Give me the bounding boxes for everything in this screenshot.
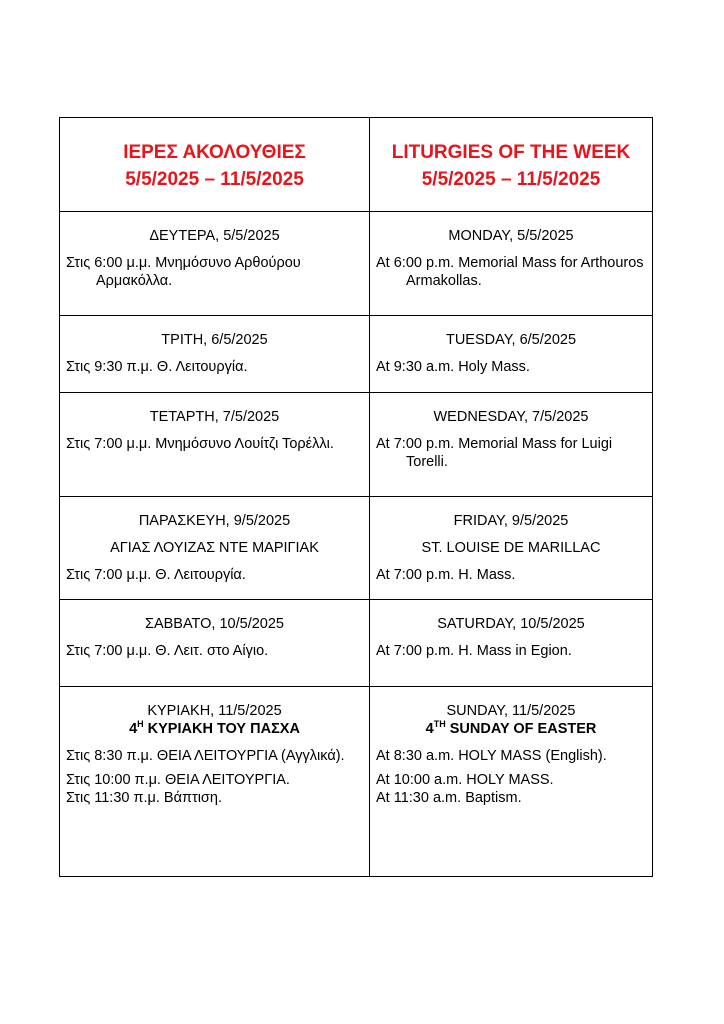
- english-day-heading: MONDAY, 5/5/2025: [448, 228, 574, 244]
- english-feast-number: 4: [425, 721, 434, 737]
- greek-feast-number: 4: [129, 721, 138, 737]
- greek-service-entry: Στις 6:00 μ.μ. Μνημόσυνο Αρθούρου Αρμακόλλα.: [66, 255, 301, 289]
- english-service-entry: At 6:00 p.m. Memorial Mass for Arthouros Armakollas.: [376, 255, 644, 289]
- english-service-entry: At 9:30 a.m. Holy Mass.: [376, 359, 530, 375]
- english-date-range: 5/5/2025 – 11/5/2025: [421, 168, 601, 190]
- english-day-heading: SATURDAY, 10/5/2025: [437, 616, 585, 632]
- english-day-heading: FRIDAY, 9/5/2025: [453, 513, 569, 529]
- english-service-entry: At 7:00 p.m. Memorial Mass for Luigi Torelli.: [376, 436, 613, 470]
- english-service-entry: At 11:30 a.m. Baptism.: [376, 790, 522, 806]
- greek-day-heading: ΠΑΡΑΣΚΕΥΗ, 9/5/2025: [138, 513, 291, 529]
- day-row-saturday: [60, 600, 653, 687]
- greek-service-entry: Στις 8:30 π.μ. ΘΕΙΑ ΛΕΙΤΟΥΡΓΙΑ (Αγγλικά).: [66, 748, 345, 764]
- day-row-friday: [60, 497, 653, 600]
- greek-day-heading: ΤΡΙΤΗ, 6/5/2025: [161, 332, 268, 348]
- greek-day-cell: [60, 316, 370, 393]
- day-row-monday: [60, 212, 653, 316]
- greek-day-cell: [60, 212, 370, 316]
- english-day-cell: [370, 393, 653, 497]
- greek-day-cell: [60, 600, 370, 687]
- greek-date-range: 5/5/2025 – 11/5/2025: [125, 168, 304, 190]
- greek-header-cell: [60, 118, 370, 212]
- english-day-cell: [370, 212, 653, 316]
- greek-day-heading: ΤΕΤΑΡΤΗ, 7/5/2025: [149, 409, 280, 425]
- greek-title: ΙΕΡΕΣ ΑΚΟΛΟΥΘΙΕΣ: [123, 141, 306, 163]
- english-day-cell: [370, 316, 653, 393]
- greek-service-entry: Στις 10:00 π.μ. ΘΕΙΑ ΛΕΙΤΟΥΡΓΙΑ.: [66, 772, 290, 788]
- greek-day-heading: ΣΑΒΒΑΤΟ, 10/5/2025: [144, 616, 284, 632]
- greek-feast-ordinal: Η: [137, 719, 144, 730]
- english-feast-text: SUNDAY OF EASTER: [445, 721, 597, 737]
- english-header-cell: [370, 118, 653, 212]
- english-feast-subtitle: ST. LOUISE DE MARILLAC: [421, 540, 601, 556]
- greek-service-entry: Στις 7:00 μ.μ. Θ. Λειτουργία.: [66, 567, 246, 583]
- day-row-wednesday: [60, 393, 653, 497]
- english-day-heading: WEDNESDAY, 7/5/2025: [433, 409, 589, 425]
- greek-feast-text: ΚΥΡΙΑΚΗ ΤΟΥ ΠΑΣΧΑ: [143, 721, 300, 737]
- english-service-entry: At 8:30 a.m. HOLY MASS (English).: [376, 748, 607, 764]
- greek-day-cell: [60, 497, 370, 600]
- english-day-cell: [370, 600, 653, 687]
- english-service-entry: At 7:00 p.m. H. Mass in Egion.: [376, 643, 572, 659]
- english-day-cell: [370, 687, 653, 877]
- day-row-sunday: [60, 687, 653, 877]
- english-day-cell: [370, 497, 653, 600]
- header-row: [60, 118, 653, 212]
- english-feast-heading: [376, 720, 646, 738]
- english-day-heading: TUESDAY, 6/5/2025: [445, 332, 577, 348]
- day-row-tuesday: [60, 316, 653, 393]
- english-title: LITURGIES OF THE WEEK: [391, 141, 631, 163]
- greek-service-entry: Στις 9:30 π.μ. Θ. Λειτουργία.: [66, 359, 248, 375]
- english-service-entry: At 7:00 p.m. H. Mass.: [376, 567, 516, 583]
- greek-day-cell: [60, 393, 370, 497]
- greek-service-entry: Στις 7:00 μ.μ. Θ. Λειτ. στο Αίγιο.: [66, 643, 269, 659]
- greek-service-entry: Στις 11:30 π.μ. Βάπτιση.: [66, 790, 222, 806]
- english-day-heading: SUNDAY, 11/5/2025: [446, 703, 576, 719]
- greek-service-entry: Στις 7:00 μ.μ. Μνημόσυνο Λουίτζι Τορέλλι.: [66, 436, 334, 452]
- greek-day-heading: ΚΥΡΙΑΚΗ, 11/5/2025: [147, 703, 282, 719]
- english-feast-ordinal: TH: [433, 719, 446, 730]
- liturgy-schedule-table: [59, 117, 653, 877]
- greek-day-cell: [60, 687, 370, 877]
- greek-feast-subtitle: ΑΓΙΑΣ ΛΟΥΙΖΑΣ ΝΤΕ ΜΑΡΙΓΙΑΚ: [110, 540, 319, 556]
- greek-feast-heading: [66, 720, 363, 738]
- english-service-entry: At 10:00 a.m. HOLY MASS.: [376, 772, 554, 788]
- greek-day-heading: ΔΕΥΤΕΡΑ, 5/5/2025: [149, 228, 280, 244]
